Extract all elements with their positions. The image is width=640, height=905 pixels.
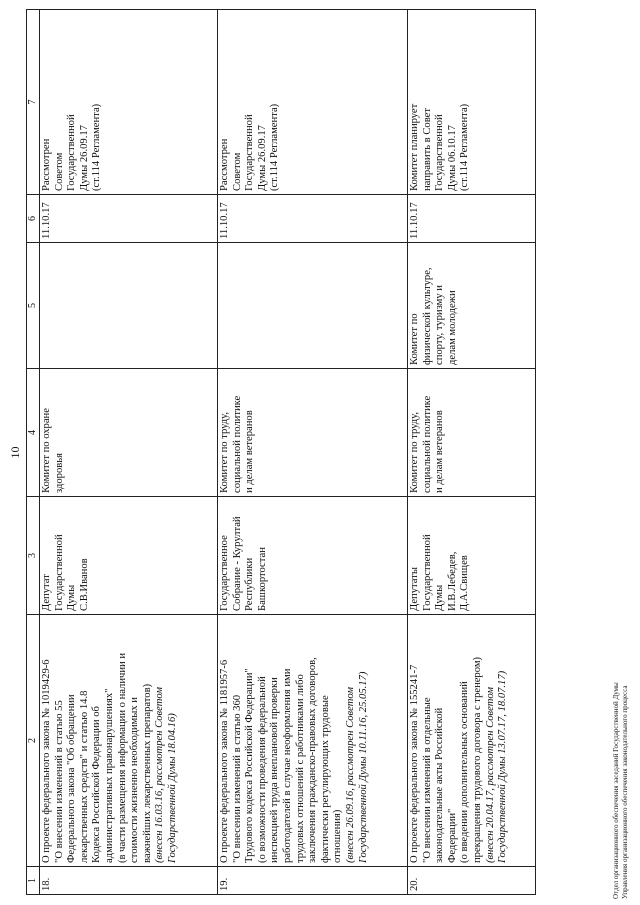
col-header-7: 7 [27,10,40,195]
initiator: Государственное Собрание - Курултай Республики Башкортостан [218,497,408,615]
bill-title: О проекте федерального закона № 155241-7 [409,664,420,863]
date: 11.10.17 [40,195,218,243]
footer [612,682,630,899]
bill-title: О проекте федерального закона № 1181957-6 [219,659,230,863]
bill-description [40,615,218,867]
decision: Рассмотрен Советом Государственной Думы 26.09.17 (ст.114 Регламента) [218,10,408,195]
bill-text: "О внесении изменений в отдельные законодательные акты Российской Федерации" (о введении дополнительных оснований прекращения трудового договора с тренером) [421,656,483,863]
table-row [218,10,408,895]
responsible-committee: Комитет по охране здоровья [40,369,218,497]
bill-text: "О внесении изменений в статью 55 Федерального закона "Об обращении лекарственных средств" и статью 14.8 Кодекса Российской Федерации об административных правонарушениях" (в части размещения информации о наличии и стоимости жизненно необходимых и важнейших лекарственных препаратов) [53,653,153,863]
col-header-1: 1 [27,867,40,895]
header-row [27,10,40,895]
row-number: 19. [218,867,408,895]
co-committee: Комитет по физической культуре, спорту, туризму и делам молодежи [408,243,536,369]
decision: Рассмотрен Советом Государственной Думы 26.09.17 (ст.114 Регламента) [40,10,218,195]
row-number: 18. [40,867,218,895]
bills-table [26,9,536,895]
col-header-4: 4 [27,369,40,497]
bill-note: (внесен 26.09.16, рассмотрен Советом Государственной Думы 10.11.16, 25.05.17) [344,671,369,863]
table-row [40,10,218,895]
table-row [408,10,536,895]
responsible-committee: Комитет по труду, социальной политике и делам ветеранов [408,369,536,497]
responsible-committee: Комитет по труду, социальной политике и делам ветеранов [218,369,408,497]
initiator: Депутаты Государственной Думы И.В.Лебедев, Д.А.Свищев [408,497,536,615]
co-committee [218,243,408,369]
col-header-6: 6 [27,195,40,243]
date: 11.10.17 [218,195,408,243]
bill-description [408,615,536,867]
col-header-2: 2 [27,615,40,867]
bill-note: (внесен 20.04.17, рассмотрен Советом Государственной Думы 13.07.17, 18.07.17) [484,670,509,863]
co-committee [40,243,218,369]
bill-note: (внесен 16.03.16, рассмотрен Советом Государственной Думы 18.04.16) [154,687,178,863]
col-header-5: 5 [27,243,40,369]
footer-line-1: Отдел организационного обеспечения заседаний Государственной Думы [612,682,620,899]
col-header-3: 3 [27,497,40,615]
page-number: 10 [8,446,22,459]
decision: Комитет планирует направить в Совет Государственной Думы 06.10.17 (ст.114 Регламента) [408,10,536,195]
bill-text: "О внесении изменений в статью 360 Трудового кодекса Российской Федерации" (о возможности проведения федеральной инспекцией труда внеплановой проверки работодателей в случае неоформления ими трудовых отношений с работниками либо заключения гражданско-правовых договоров, фактически регулирующих трудовые отношения) [231,657,344,863]
initiator: Депутат Государственной Думы С.В.Иванов [40,497,218,615]
bill-title: О проекте федерального закона № 1019429-6 [41,659,52,863]
date: 11.10.17 [408,195,536,243]
footer-line-2: Управления организационного обеспечения законодательного процесса [621,685,629,899]
row-number: 20. [408,867,536,895]
bill-description [218,615,408,867]
